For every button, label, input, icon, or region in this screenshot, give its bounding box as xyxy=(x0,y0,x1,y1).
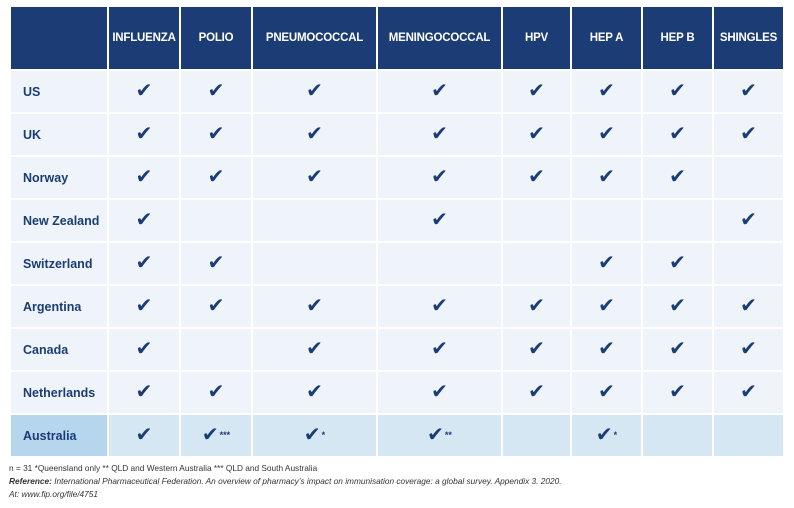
check-mark-icon: ✔ xyxy=(431,80,448,102)
table-cell xyxy=(714,157,783,198)
table-cell xyxy=(572,200,641,241)
table-cell xyxy=(503,286,570,327)
table-cell xyxy=(714,243,783,284)
vaccination-coverage-table xyxy=(9,5,785,458)
table-cell xyxy=(572,372,641,413)
table-cell xyxy=(572,329,641,370)
table-cell xyxy=(503,329,570,370)
column-header-pneumococcal: PNEUMOCOCCAL xyxy=(253,7,376,69)
check-mark-icon: ✔ xyxy=(207,295,225,317)
column-header-meningococcal: MENINGOCOCCAL xyxy=(378,7,501,69)
table-cell xyxy=(181,114,251,155)
check-mark-icon: ✔ xyxy=(306,123,323,145)
table-cell xyxy=(109,71,179,112)
corner-cell xyxy=(11,7,107,69)
table-cell xyxy=(714,286,783,327)
check-mark-icon: ✔ xyxy=(669,123,686,145)
column-header-shingles: SHINGLES xyxy=(714,7,783,69)
check-mark-icon: ✔ xyxy=(740,123,757,145)
country-label: Netherlands xyxy=(11,372,107,413)
table-body xyxy=(11,71,783,456)
check-mark-icon: ✔ xyxy=(431,338,448,360)
table-cell xyxy=(109,372,179,413)
table-cell xyxy=(714,71,783,112)
check-mark-icon: ✔ xyxy=(740,381,757,403)
table-cell xyxy=(378,71,501,112)
check-mark-icon: ✔ xyxy=(306,295,323,317)
table-row-uk xyxy=(11,114,783,155)
check-mark-icon: ✔ xyxy=(135,209,153,231)
country-label: Australia xyxy=(11,415,107,456)
check-mark-icon: ✔ xyxy=(207,381,225,403)
check-mark-icon: ✔ xyxy=(598,381,615,403)
country-label: Canada xyxy=(11,329,107,370)
table-cell xyxy=(503,243,570,284)
check-mark-icon: ✔ xyxy=(431,166,448,188)
table-cell xyxy=(714,114,783,155)
table-row-new-zealand xyxy=(11,200,783,241)
column-header-polio: POLIO xyxy=(181,7,251,69)
table-cell xyxy=(253,200,376,241)
country-label: Argentina xyxy=(11,286,107,327)
table-cell xyxy=(572,114,641,155)
table-cell xyxy=(253,329,376,370)
check-mark-icon: ✔ xyxy=(135,295,153,317)
table-cell xyxy=(714,329,783,370)
check-mark-icon: ✔ xyxy=(431,295,448,317)
table-cell xyxy=(253,372,376,413)
check-mark-icon: ✔ xyxy=(201,424,219,446)
table-cell xyxy=(503,71,570,112)
table-cell xyxy=(643,243,712,284)
asterisk-notes: *Queensland only ** QLD and Western Australia *** QLD and South Australia xyxy=(34,463,318,473)
table-cell xyxy=(643,415,712,456)
table-cell xyxy=(181,415,251,456)
check-mark-icon: ✔ xyxy=(740,338,757,360)
check-mark-icon: ✔ xyxy=(528,80,545,102)
column-header-influenza: INFLUENZA xyxy=(109,7,179,69)
table-row-australia xyxy=(11,415,783,456)
footnote-reference xyxy=(9,476,562,486)
sample-size-note: n = 31 xyxy=(9,463,33,473)
check-mark-icon: ✔ xyxy=(669,295,686,317)
check-mark-icon: ✔ xyxy=(598,338,615,360)
table-cell xyxy=(643,200,712,241)
table-cell xyxy=(253,71,376,112)
table-cell xyxy=(109,114,179,155)
check-mark-icon: ✔ xyxy=(306,338,323,360)
check-mark-icon: ✔ xyxy=(207,123,225,145)
check-mark-icon: ✔ xyxy=(306,381,323,403)
table-cell xyxy=(503,415,570,456)
table-cell xyxy=(181,329,251,370)
table-cell xyxy=(378,286,501,327)
table-cell xyxy=(181,286,251,327)
table-cell xyxy=(109,243,179,284)
check-mark-icon: ✔ xyxy=(598,123,615,145)
country-label: UK xyxy=(11,114,107,155)
table-cell xyxy=(109,415,179,456)
header-row xyxy=(11,7,783,69)
table-cell xyxy=(181,372,251,413)
check-mark-icon: ✔ xyxy=(135,80,153,102)
table-row-netherlands xyxy=(11,372,783,413)
table-cell xyxy=(253,157,376,198)
table-cell xyxy=(572,243,641,284)
check-mark-icon: ✔ xyxy=(303,424,321,446)
check-mark-icon: ✔ xyxy=(135,252,153,274)
check-mark-icon: ✔ xyxy=(595,424,613,446)
check-mark-icon: ✔ xyxy=(427,424,444,446)
table-cell xyxy=(643,71,712,112)
table-cell xyxy=(378,415,501,456)
check-mark-icon: ✔ xyxy=(598,80,615,102)
check-mark-icon: ✔ xyxy=(669,381,686,403)
table-cell xyxy=(378,243,501,284)
table-cell xyxy=(253,415,376,456)
table-cell xyxy=(643,329,712,370)
check-mark-icon: ✔ xyxy=(528,123,545,145)
check-mark-icon: ✔ xyxy=(431,123,448,145)
footnote-marker: * xyxy=(613,430,618,440)
check-mark-icon: ✔ xyxy=(135,424,153,446)
table-row-us xyxy=(11,71,783,112)
footnote-marker: * xyxy=(321,430,326,440)
table-cell xyxy=(181,243,251,284)
country-label: New Zealand xyxy=(11,200,107,241)
check-mark-icon: ✔ xyxy=(431,381,448,403)
table-cell xyxy=(253,114,376,155)
column-header-hep-b: HEP B xyxy=(643,7,712,69)
table-cell xyxy=(181,71,251,112)
table-cell xyxy=(378,114,501,155)
check-mark-icon: ✔ xyxy=(598,295,615,317)
check-mark-icon: ✔ xyxy=(135,123,153,145)
reference-label: Reference: xyxy=(9,476,52,486)
check-mark-icon: ✔ xyxy=(669,166,686,188)
check-mark-icon: ✔ xyxy=(135,338,153,360)
table-row-argentina xyxy=(11,286,783,327)
column-header-hep-a: HEP A xyxy=(572,7,641,69)
footnote-asterisks xyxy=(9,463,317,473)
table-cell xyxy=(714,415,783,456)
check-mark-icon: ✔ xyxy=(207,166,225,188)
check-mark-icon: ✔ xyxy=(135,166,153,188)
table-row-canada xyxy=(11,329,783,370)
table-cell xyxy=(181,200,251,241)
check-mark-icon: ✔ xyxy=(669,338,686,360)
check-mark-icon: ✔ xyxy=(669,80,686,102)
table-cell xyxy=(253,243,376,284)
check-mark-icon: ✔ xyxy=(528,381,545,403)
table-cell xyxy=(572,286,641,327)
table-row-norway xyxy=(11,157,783,198)
table-cell xyxy=(714,372,783,413)
table-cell xyxy=(181,157,251,198)
table-cell xyxy=(378,157,501,198)
check-mark-icon: ✔ xyxy=(528,166,545,188)
table-cell xyxy=(503,372,570,413)
footnote-link xyxy=(9,489,98,499)
country-label: US xyxy=(11,71,107,112)
table-cell xyxy=(643,157,712,198)
table-row-switzerland xyxy=(11,243,783,284)
table-cell xyxy=(643,114,712,155)
check-mark-icon: ✔ xyxy=(740,80,757,102)
table-cell xyxy=(714,200,783,241)
column-header-hpv: HPV xyxy=(503,7,570,69)
check-mark-icon: ✔ xyxy=(207,252,225,274)
country-label: Switzerland xyxy=(11,243,107,284)
check-mark-icon: ✔ xyxy=(740,209,757,231)
check-mark-icon: ✔ xyxy=(306,166,323,188)
check-mark-icon: ✔ xyxy=(740,295,757,317)
footnote-marker: ** xyxy=(444,430,452,440)
table-cell xyxy=(503,114,570,155)
table-cell xyxy=(503,200,570,241)
table-cell xyxy=(572,71,641,112)
check-mark-icon: ✔ xyxy=(207,80,225,102)
footnote-marker: *** xyxy=(219,430,231,440)
table-cell xyxy=(643,286,712,327)
table-cell xyxy=(109,157,179,198)
check-mark-icon: ✔ xyxy=(135,381,153,403)
table-cell xyxy=(253,286,376,327)
table-cell xyxy=(378,200,501,241)
check-mark-icon: ✔ xyxy=(528,295,545,317)
reference-link[interactable]: At: www.fip.org/file/4751 xyxy=(9,489,99,499)
table-cell xyxy=(572,157,641,198)
check-mark-icon: ✔ xyxy=(669,252,686,274)
reference-text: International Pharmaceutical Federation. An overview of pharmacy’s impact on immunisation coverage: a global survey. Appendix 3. 2020. xyxy=(54,476,562,486)
table-cell xyxy=(643,372,712,413)
check-mark-icon: ✔ xyxy=(306,80,323,102)
check-mark-icon: ✔ xyxy=(431,209,448,231)
table-cell xyxy=(378,329,501,370)
table-cell xyxy=(572,415,641,456)
table-cell xyxy=(378,372,501,413)
check-mark-icon: ✔ xyxy=(598,166,615,188)
table-cell xyxy=(109,200,179,241)
country-label: Norway xyxy=(11,157,107,198)
table-cell xyxy=(503,157,570,198)
table-cell xyxy=(109,286,179,327)
check-mark-icon: ✔ xyxy=(528,338,545,360)
table-cell xyxy=(109,329,179,370)
check-mark-icon: ✔ xyxy=(598,252,615,274)
